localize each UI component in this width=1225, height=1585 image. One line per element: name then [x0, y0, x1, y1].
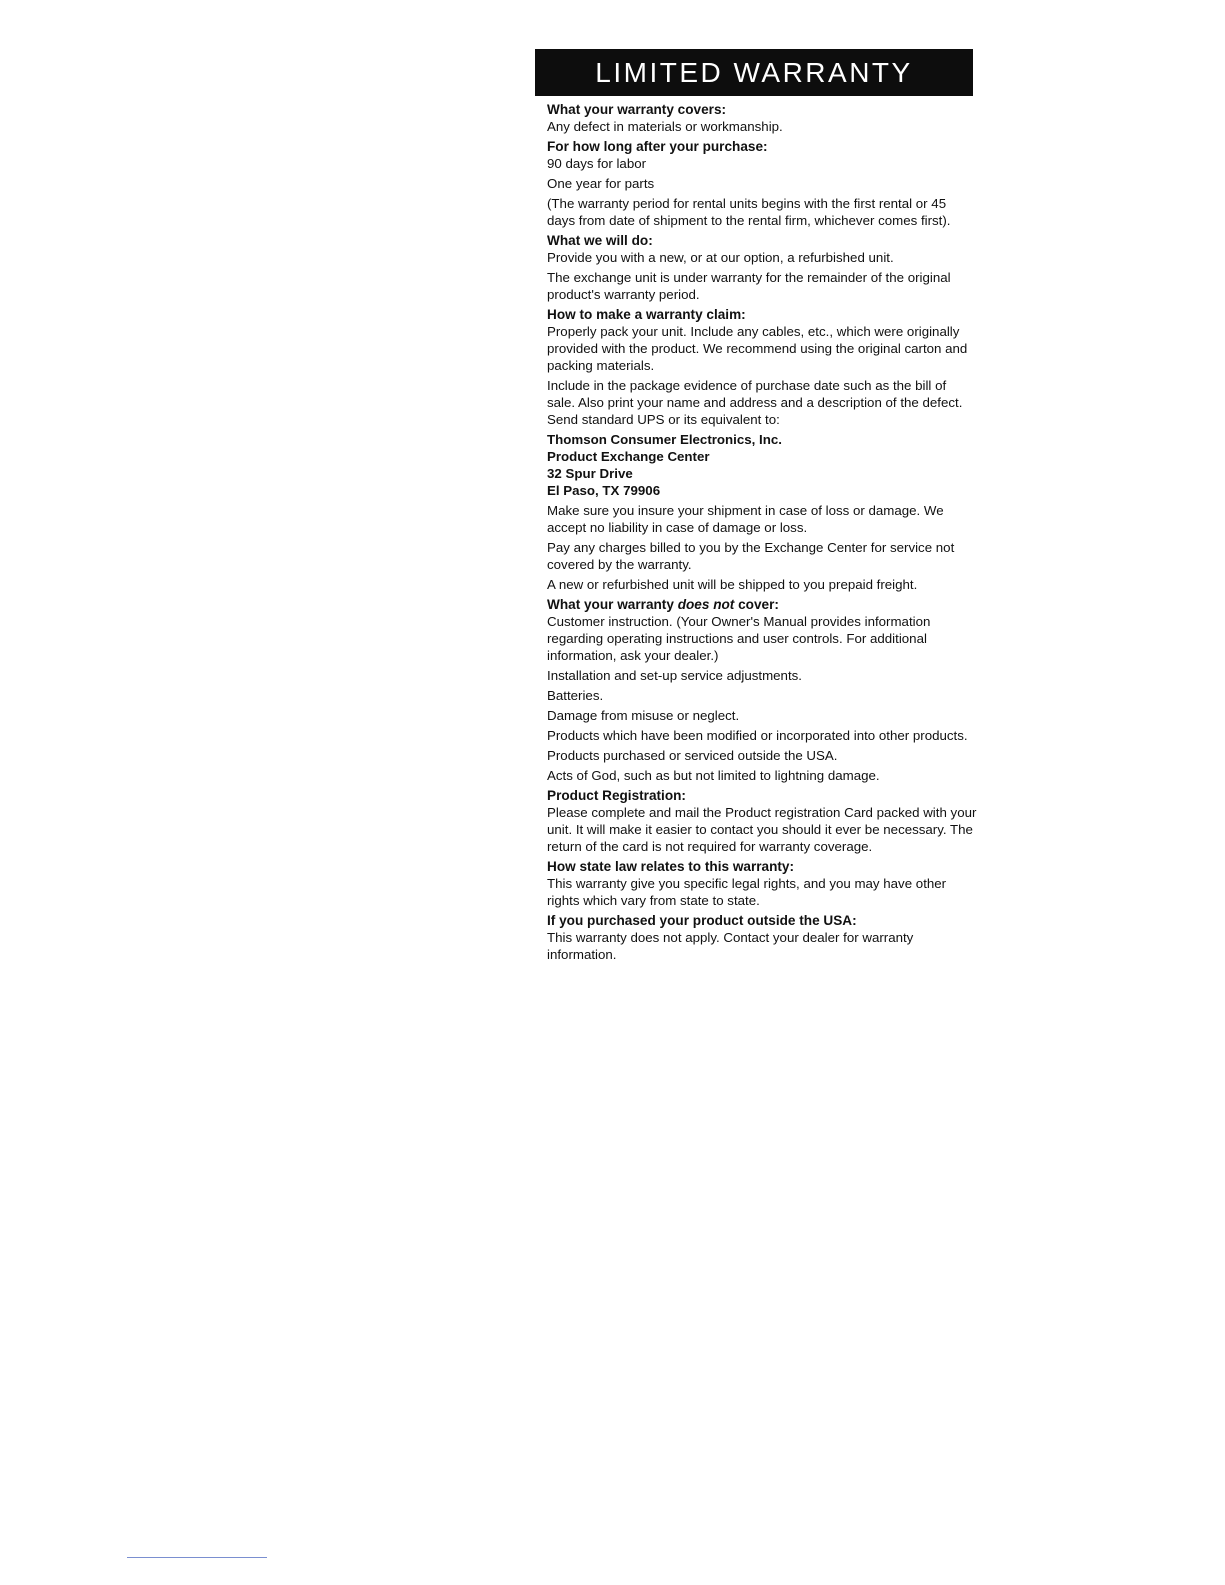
paragraph: Products purchased or serviced outside the USA. [547, 748, 838, 763]
section-heading: Product Registration: [547, 788, 686, 803]
address-line: 32 Spur Drive [547, 466, 633, 481]
page-title: LIMITED WARRANTY [595, 56, 913, 88]
footer-divider [127, 1557, 267, 1558]
heading-part: cover: [734, 597, 779, 612]
section-exclusions [547, 596, 977, 784]
warranty-content [547, 101, 977, 966]
section-heading: What we will do: [547, 233, 653, 248]
paragraph: Installation and set-up service adjustments. [547, 668, 802, 683]
paragraph: Batteries. [547, 688, 604, 703]
paragraph: This warranty does not apply. Contact your dealer for warranty information. [547, 930, 914, 962]
section-heading: How state law relates to this warranty: [547, 859, 795, 874]
heading-part: What your warranty [547, 597, 678, 612]
section-coverage [547, 101, 977, 135]
paragraph: Damage from misuse or neglect. [547, 708, 740, 723]
section-heading: If you purchased your product outside the USA: [547, 913, 857, 928]
section-heading [547, 596, 977, 613]
warranty-title-banner [535, 49, 973, 96]
paragraph: Please complete and mail the Product registration Card packed with your unit. It will make it easier to contact you should it ever be necessary. The return of the card is not required for warranty coverage. [547, 805, 977, 854]
paragraph: Provide you with a new, or at our option, a refurbished unit. [547, 250, 894, 265]
heading-emphasis: does not [677, 597, 735, 612]
paragraph: Include in the package evidence of purchase date such as the bill of sale. Also print your name and address and a description of the defect. Send standard UPS or its equivalent to: [547, 378, 963, 427]
section-heading: For how long after your purchase: [547, 139, 768, 154]
section-state-law [547, 858, 977, 909]
section-heading: How to make a warranty claim: [547, 307, 746, 322]
paragraph: One year for parts [547, 176, 655, 191]
address-line: Thomson Consumer Electronics, Inc. [547, 432, 782, 447]
section-outside-usa [547, 912, 977, 963]
section-claim [547, 306, 977, 593]
paragraph: Pay any charges billed to you by the Exchange Center for service not covered by the warranty. [547, 540, 955, 572]
paragraph: Properly pack your unit. Include any cables, etc., which were originally provided with the product. We recommend using the original carton and packing materials. [547, 324, 968, 373]
paragraph: A new or refurbished unit will be shipped to you prepaid freight. [547, 577, 918, 592]
paragraph: Products which have been modified or incorporated into other products. [547, 728, 968, 743]
paragraph: Customer instruction. (Your Owner's Manual provides information regarding operating instructions and user controls. For additional information, ask your dealer.) [547, 614, 931, 663]
section-heading: What your warranty covers: [547, 102, 727, 117]
paragraph: Any defect in materials or workmanship. [547, 119, 783, 134]
section-what-we-do [547, 232, 977, 303]
paragraph: 90 days for labor [547, 156, 647, 171]
paragraph: (The warranty period for rental units begins with the first rental or 45 days from date of shipment to the rental firm, whichever comes first). [547, 196, 951, 228]
exchange-center-address [547, 431, 977, 499]
paragraph: The exchange unit is under warranty for the remainder of the original product's warranty period. [547, 270, 951, 302]
paragraph: Acts of God, such as but not limited to lightning damage. [547, 768, 880, 783]
section-duration [547, 138, 977, 229]
section-registration [547, 787, 977, 855]
paragraph: This warranty give you specific legal rights, and you may have other rights which vary from state to state. [547, 876, 947, 908]
address-line: El Paso, TX 79906 [547, 483, 661, 498]
address-line: Product Exchange Center [547, 449, 710, 464]
paragraph: Make sure you insure your shipment in case of loss or damage. We accept no liability in case of damage or loss. [547, 503, 944, 535]
